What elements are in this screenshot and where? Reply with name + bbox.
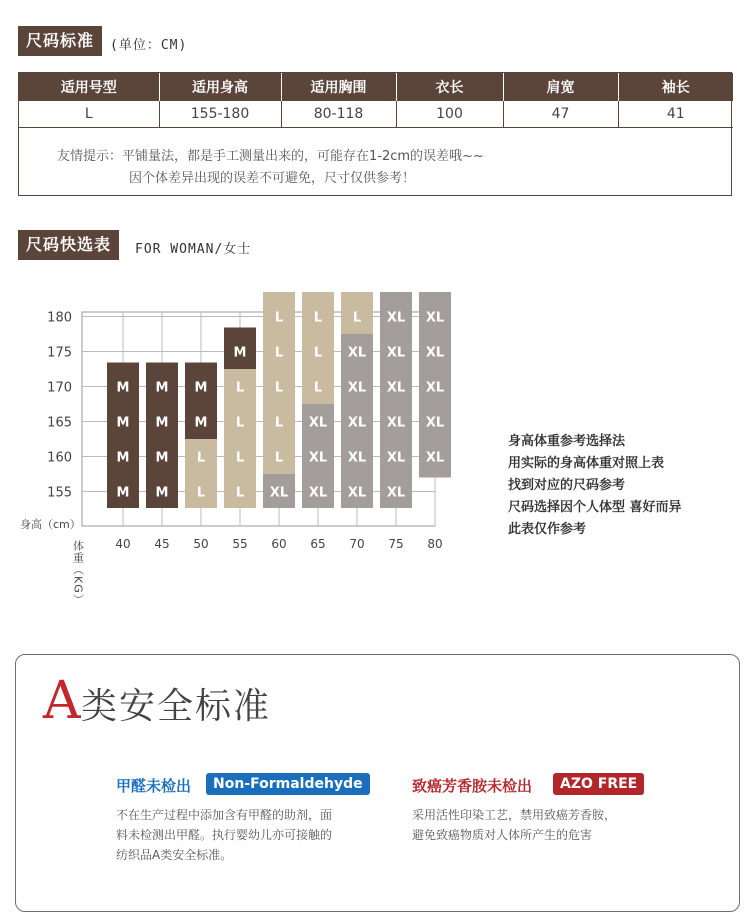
header-cell: 适用胸围 — [281, 73, 396, 101]
size-cell-label: L — [313, 380, 323, 396]
formaldehyde-title: 甲醛未检出 — [116, 777, 192, 795]
size-cell-label: L — [196, 450, 206, 466]
size-cell-label: XL — [269, 485, 289, 501]
x-tick-label: 50 — [193, 537, 209, 551]
size-standard-title: 尺码标准 — [18, 26, 102, 56]
x-tick-label: 75 — [388, 537, 404, 551]
size-cell-label: XL — [347, 450, 367, 466]
y-tick-label: 175 — [47, 345, 72, 361]
y-tick-label: 165 — [47, 415, 72, 431]
size-table-header — [19, 73, 733, 101]
size-cell-label: M — [233, 345, 247, 361]
size-cell-label: XL — [386, 415, 406, 431]
size-cell-label: XL — [425, 310, 445, 326]
formaldehyde-desc — [116, 805, 332, 865]
safety-big-letter: A — [43, 671, 81, 731]
y-tick-label: 180 — [47, 310, 72, 326]
table-cell: 47 — [503, 101, 618, 128]
azo-desc — [412, 805, 616, 845]
header-cell: 肩宽 — [503, 73, 618, 101]
y-tick-label: 155 — [47, 485, 72, 501]
size-cell-label: XL — [425, 380, 445, 396]
size-cell-label: M — [116, 450, 130, 466]
x-tick-label: 80 — [427, 537, 443, 551]
x-tick-label: 60 — [271, 537, 287, 551]
size-cell-label: M — [116, 380, 130, 396]
desc-line: 纺织品A类安全标准。 — [116, 848, 233, 862]
size-cell-label: L — [235, 380, 245, 396]
safety-title: 类安全标准 — [81, 686, 272, 727]
size-cell-label: L — [274, 310, 284, 326]
desc-line: 料未检测出甲醛。执行婴幼儿亦可接触的 — [116, 828, 333, 842]
size-cell-label: XL — [308, 485, 328, 501]
size-cell-label: L — [235, 485, 245, 501]
table-cell: 41 — [618, 101, 733, 128]
chart-note-2: 用实际的身高体重对照上表 — [508, 456, 665, 471]
unit-note: (单位：CM) — [110, 38, 188, 53]
chart-note-1: 身高体重参考选择法 — [508, 434, 626, 449]
size-cell-label: M — [116, 415, 130, 431]
size-cell-label: L — [274, 345, 284, 361]
y-tick-label: 170 — [47, 380, 72, 396]
x-tick-label: 45 — [154, 537, 170, 551]
size-cell-label: XL — [386, 310, 406, 326]
size-table-box — [18, 72, 732, 196]
size-cell-label: L — [352, 310, 362, 326]
desc-line: 不在生产过程中添加含有甲醛的助剂，面 — [116, 808, 333, 822]
size-cell-label: M — [155, 415, 169, 431]
safety-standard-panel — [15, 654, 740, 912]
table-cell: 100 — [396, 101, 503, 128]
size-cell-label: L — [235, 415, 245, 431]
chart-note-3: 找到对应的尺码参考 — [508, 478, 626, 493]
table-cell: L — [19, 101, 159, 128]
size-cell-label: L — [196, 485, 206, 501]
size-cell-label: M — [155, 380, 169, 396]
table-row — [19, 101, 733, 128]
size-cell-label: XL — [308, 450, 328, 466]
desc-line: 避免致癌物质对人体所产生的危害 — [412, 828, 593, 842]
x-axis-label: 体重（KG） — [71, 540, 85, 606]
azo-title: 致癌芳香胺未检出 — [412, 777, 533, 795]
size-cell-label: XL — [347, 415, 367, 431]
quick-select-subtitle: FOR WOMAN/女士 — [135, 242, 252, 257]
size-cell-label: XL — [347, 485, 367, 501]
x-tick-label: 65 — [310, 537, 326, 551]
size-cell-label: XL — [425, 450, 445, 466]
desc-line: 采用活性印染工艺，禁用致癌芳香胺， — [412, 808, 617, 822]
header-cell: 衣长 — [396, 73, 503, 101]
size-cell-label: XL — [425, 415, 445, 431]
y-axis-label: 身高（cm） — [20, 518, 81, 531]
size-cell-label: M — [116, 485, 130, 501]
size-cell-label: L — [274, 415, 284, 431]
size-cell-label: L — [274, 450, 284, 466]
tip-line-1: 友情提示：平铺量法，都是手工测量出来的，可能存在1-2cm的误差哦~~ — [57, 149, 484, 164]
size-cell-label: XL — [386, 485, 406, 501]
x-tick-label: 55 — [232, 537, 248, 551]
azo-badge: AZO FREE — [553, 773, 644, 795]
formaldehyde-badge: Non-Formaldehyde — [206, 773, 370, 795]
chart-note-5: 此表仅作参考 — [508, 522, 587, 537]
size-table — [19, 73, 733, 128]
size-cell-label: L — [313, 345, 323, 361]
header-cell: 适用身高 — [159, 73, 281, 101]
size-cell-label: M — [155, 450, 169, 466]
size-cell-label: L — [274, 380, 284, 396]
table-cell: 155-180 — [159, 101, 281, 128]
chart-note-4: 尺码选择因个人体型 喜好而异 — [508, 500, 682, 515]
size-chart — [0, 270, 500, 610]
size-cell-label: L — [235, 450, 245, 466]
size-cell-label: XL — [386, 380, 406, 396]
x-tick-label: 70 — [349, 537, 365, 551]
y-tick-label: 160 — [47, 450, 72, 466]
size-cell-label: XL — [347, 380, 367, 396]
header-cell: 袖长 — [618, 73, 733, 101]
tip-line-2: 因个体差异出现的误差不可避免，尺寸仅供参考！ — [129, 171, 416, 186]
size-cell-label: M — [194, 380, 208, 396]
size-cell-label: XL — [386, 345, 406, 361]
size-cell-label: XL — [386, 450, 406, 466]
size-cell-label: L — [313, 310, 323, 326]
x-tick-label: 40 — [115, 537, 131, 551]
size-cell-label: M — [194, 415, 208, 431]
table-cell: 80-118 — [281, 101, 396, 128]
size-cell-label: M — [155, 485, 169, 501]
size-cell-label: XL — [425, 345, 445, 361]
header-cell: 适用号型 — [19, 73, 159, 101]
quick-select-title: 尺码快选表 — [18, 230, 119, 260]
size-cell-label: XL — [308, 415, 328, 431]
size-cell-label: XL — [347, 345, 367, 361]
